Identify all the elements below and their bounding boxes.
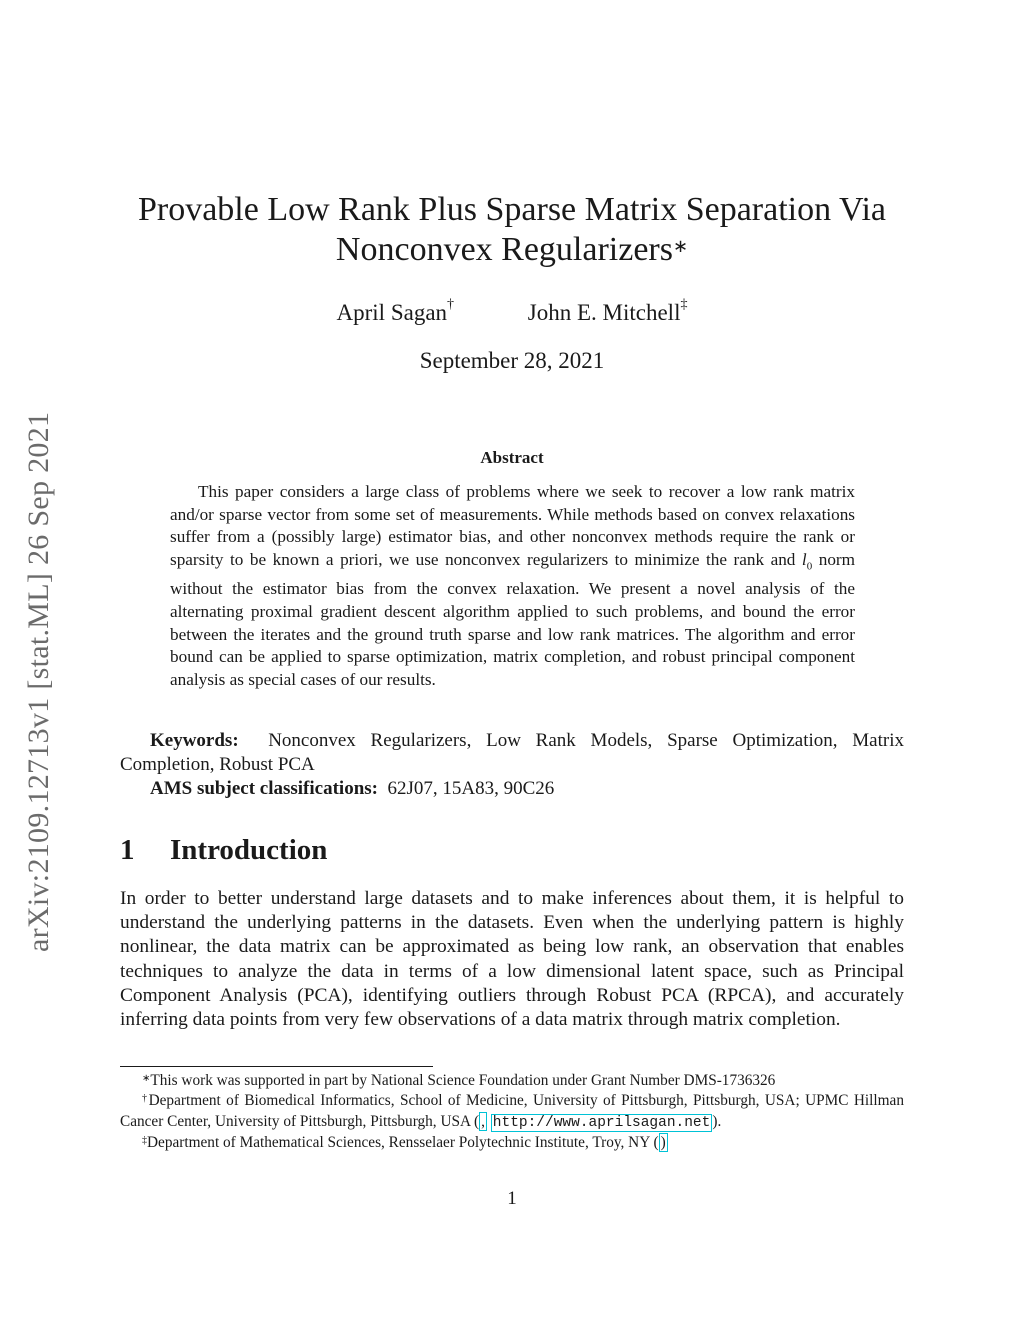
- footnote-mark: †: [142, 1093, 149, 1105]
- abstract-text-part2: norm without the estimator bias from the convex relaxation. We present a novel analysis of the alternating proximal gradient descent algorithm applied to such problems, and bound the error between the iterates and the ground truth sparse and low rank matrices. The algorithm and error bound can be applied to sparse optimization, matrix completion, and robust principal component analysis as special cases of our results.: [170, 550, 856, 690]
- email-link[interactable]: ): [660, 1134, 666, 1152]
- footnote-divider: [120, 1066, 433, 1067]
- paper-title: [100, 190, 924, 270]
- abstract-text-part1: This paper considers a large class of problems where we seek to recover a low rank matrix and/or sparse vector from some set of measurements. While methods based on convex relaxations suffer from a (possibly large) estimator bias, and other nonconvex methods require the rank or sparsity to be known a priori, we use nonconvex regularizers to minimize the rank and: [170, 482, 855, 570]
- introduction-paragraph: In order to better understand large datasets and to make inferences about them, it is helpful to understand the underlying patterns in the datasets. Even when the underlying pattern is highly nonlinear, the data matrix can be approximated as being low rank, an observation that enables techniques to analyze the data in terms of a low dimensional latent space, such as Principal Component Analysis (PCA), identifying outliers through Robust PCA (RPCA), and accurately inferring data points from very few observations of a data matrix through matrix completion.: [120, 888, 904, 1031]
- footnote-mark: ‡: [142, 1135, 147, 1147]
- title-footnote-mark[interactable]: ∗: [672, 236, 689, 256]
- keywords-line: [120, 729, 904, 777]
- ams-label: AMS subject classifications:: [150, 778, 378, 799]
- author-name: John E. Mitchell: [527, 300, 681, 325]
- abstract-heading: Abstract: [480, 448, 544, 467]
- section-number: 1: [120, 834, 135, 866]
- section-title: Introduction: [170, 834, 328, 866]
- paper-date: September 28, 2021: [419, 348, 605, 373]
- footnote-text: Department of Biomedical Informatics, School of Medicine, University of Pittsburgh, Pittsburgh, USA; UPMC Hillman Cancer Center, University of Pittsburgh, Pittsburgh, USA (: [120, 1092, 904, 1130]
- author-name: April Sagan: [336, 300, 448, 325]
- author-sagan: [336, 297, 455, 326]
- page-number: 1: [507, 1188, 517, 1209]
- footnote-text-end: ).: [712, 1112, 722, 1130]
- keywords-block: [120, 729, 904, 801]
- title-line-2-text: Nonconvex Regularizers: [335, 231, 673, 268]
- author-footnote-mark[interactable]: ‡: [680, 297, 688, 312]
- keywords-text: Nonconvex Regularizers, Low Rank Models, Sparse Optimization, Matrix Completion, Robust PCA: [120, 730, 904, 775]
- footnote-mark: ∗: [142, 1073, 151, 1084]
- author-list: [0, 297, 1024, 326]
- footnote-text: This work was supported in part by National Science Foundation under Grant Number DMS-1736326: [150, 1072, 776, 1089]
- ams-line: [120, 777, 904, 801]
- author-mitchell: [527, 297, 688, 326]
- abstract-math-subscript: 0: [806, 560, 813, 573]
- ams-text: 62J07, 15A83, 90C26: [387, 778, 555, 799]
- abstract-body: [170, 481, 855, 692]
- title-line-1: Provable Low Rank Plus Sparse Matrix Separation Via: [137, 191, 887, 228]
- abstract-math-l: l: [801, 550, 807, 570]
- footnote-text: Department of Mathematical Sciences, Rensselaer Polytechnic Institute, Troy, NY (: [147, 1134, 659, 1152]
- author-footnote-mark[interactable]: †: [447, 297, 455, 312]
- keywords-label: Keywords:: [150, 730, 239, 751]
- footnotes-block: [120, 1071, 904, 1154]
- website-link[interactable]: http://www.aprilsagan.net: [492, 1114, 711, 1131]
- footnote-2: [120, 1091, 904, 1133]
- footnote-1: [120, 1071, 904, 1091]
- footnote-3: [120, 1133, 904, 1153]
- arxiv-identifier-stamp: arXiv:2109.12713v1 [stat.ML] 26 Sep 2021: [22, 411, 55, 952]
- email-link[interactable]: ,: [481, 1112, 485, 1130]
- section-heading-introduction: [120, 834, 327, 867]
- title-line-2: [100, 230, 924, 270]
